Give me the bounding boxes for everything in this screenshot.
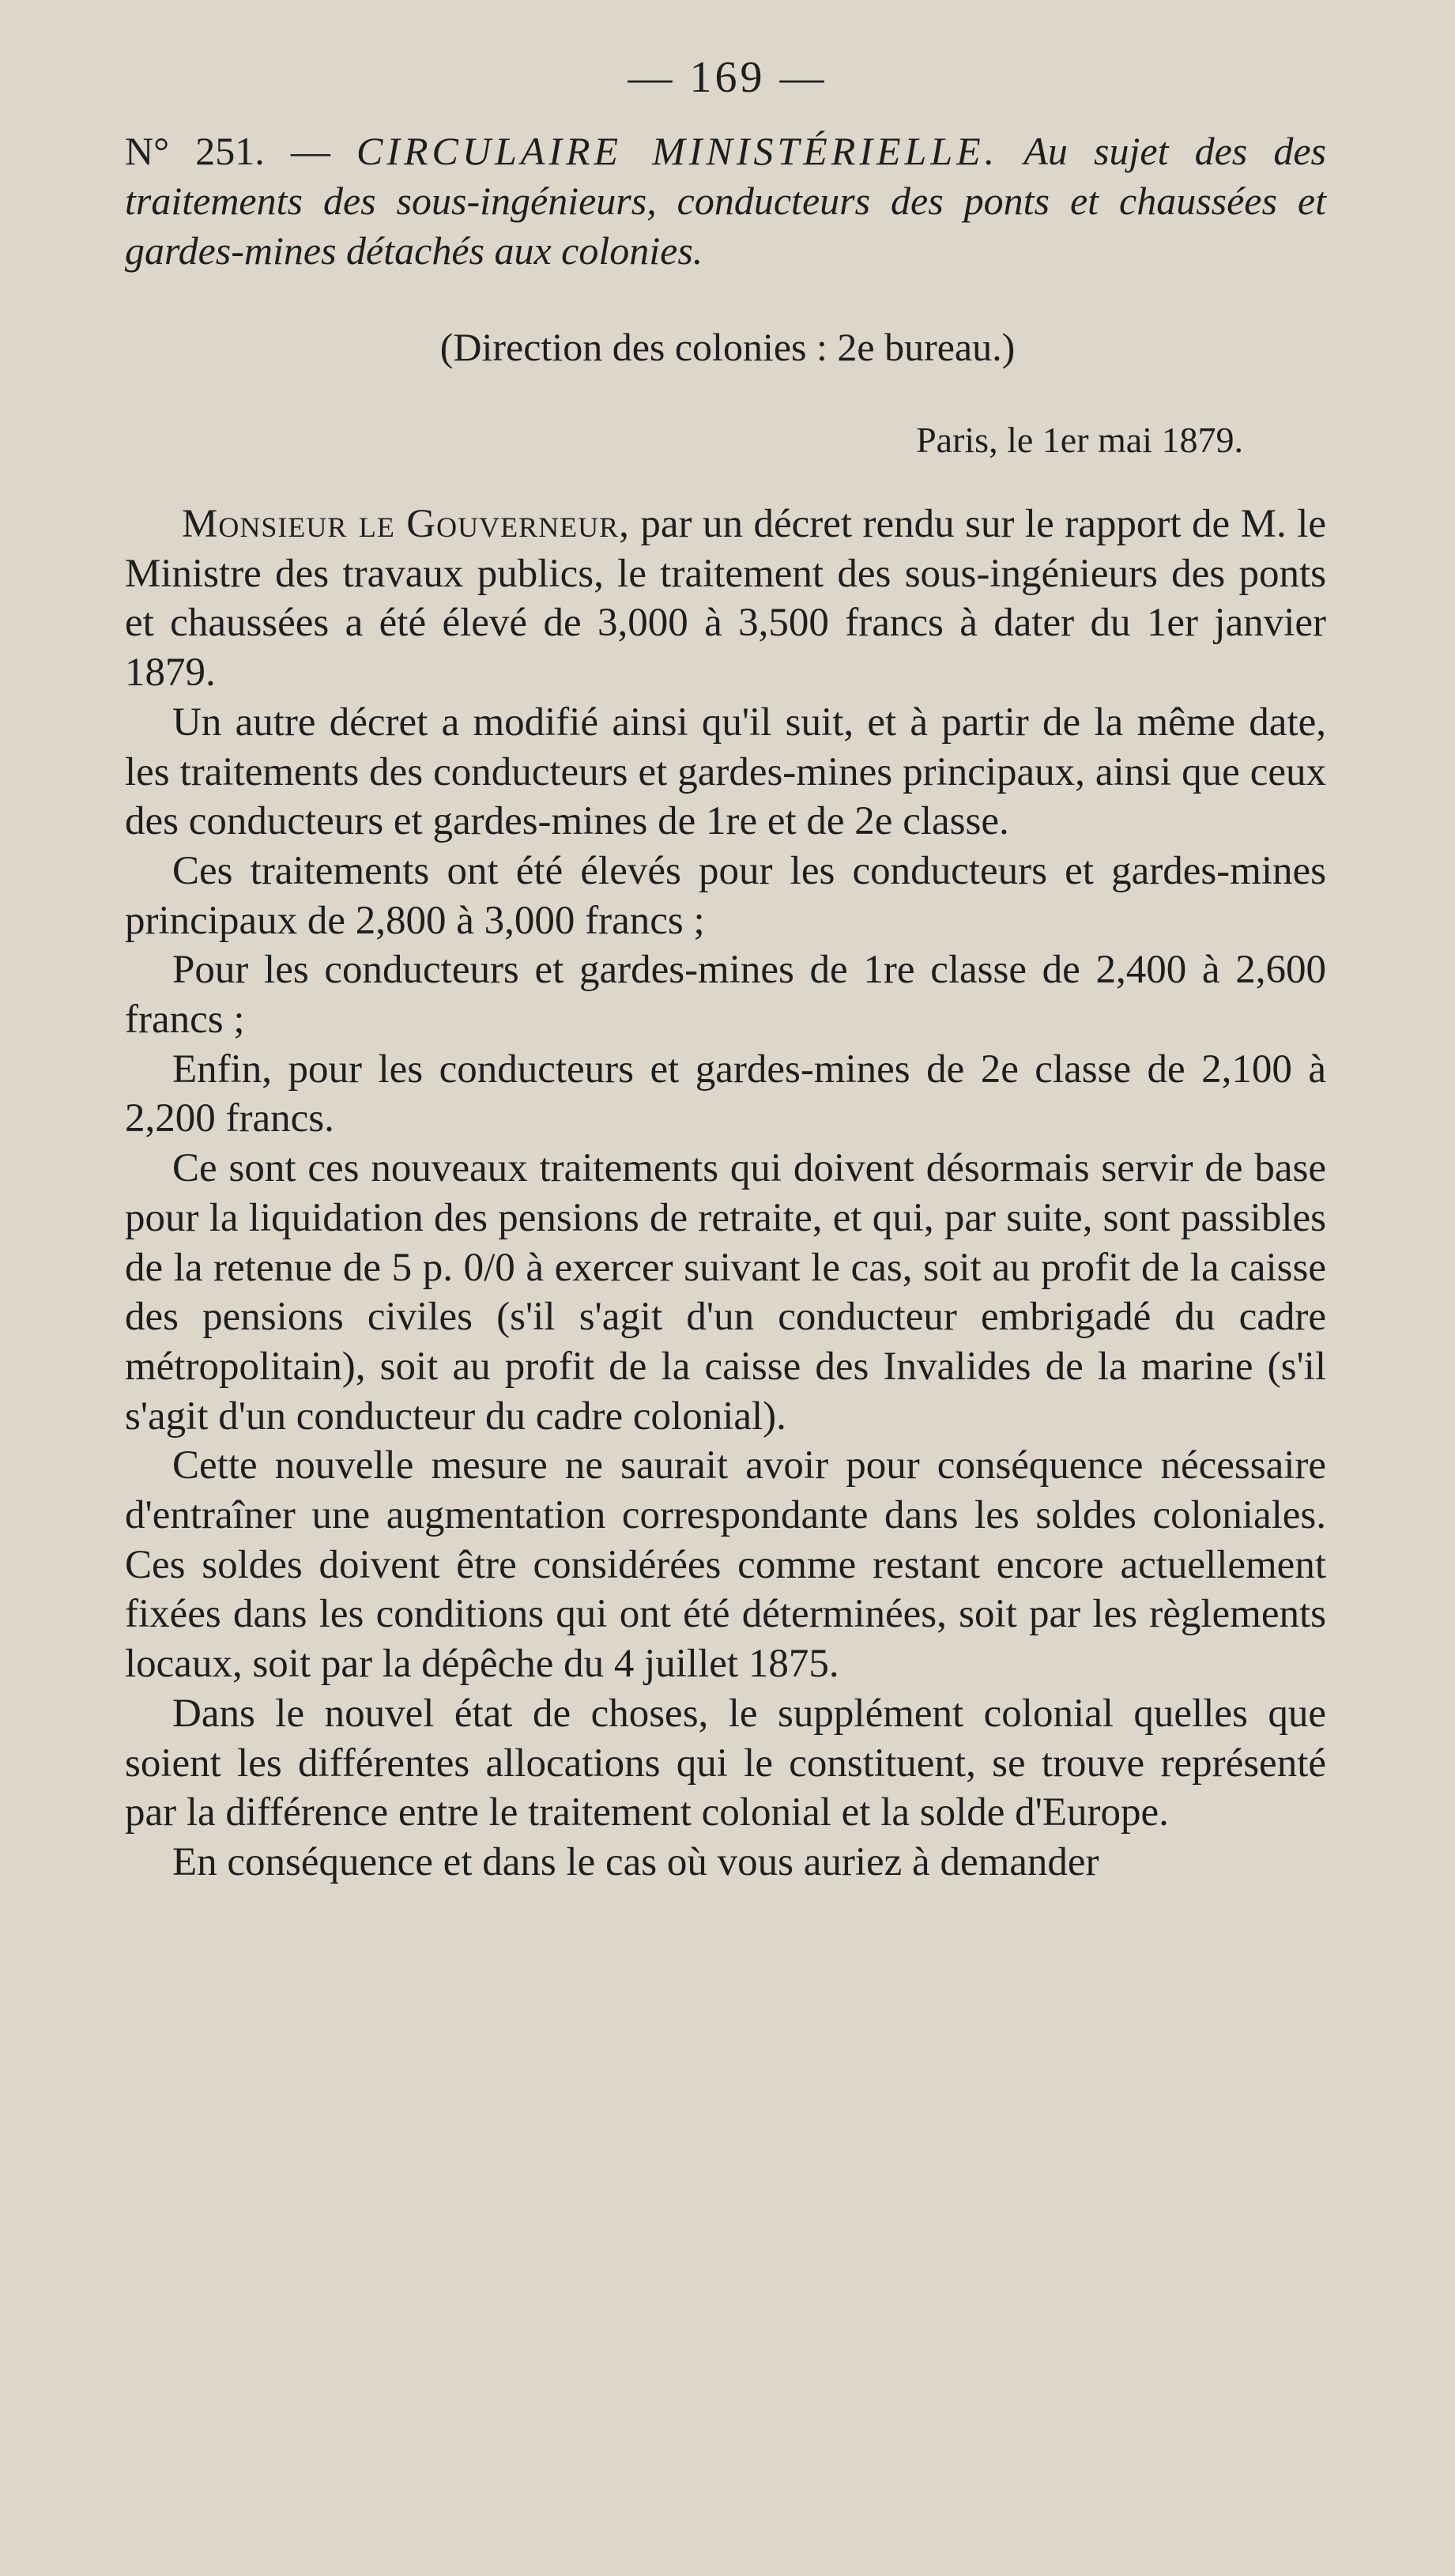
circular-heading — [125, 126, 1326, 276]
dateline: Paris, le 1er mai 1879. — [916, 420, 1243, 460]
salutation: Monsieur le Gouverneur, — [182, 502, 630, 546]
paragraph: Ce sont ces nouveaux traitements qui doivent désormais servir de base pour la liquidation des pensions de retraite, et qui, par suite, sont passibles de la retenue de 5 p. 0/0 à exercer suivant le cas, soit au profit de la caisse des pensions civiles (s'il s'agit d'un conducteur embrigadé du cadre métropolitain), soit au profit de la caisse des Invalides de la marine (s'il s'agit d'un conducteur du cadre colonial). — [125, 1146, 1326, 1439]
paragraph: Cette nouvelle mesure ne saurait avoir pour conséquence nécessaire d'entraîner une augmentation correspondante dans les soldes coloniales. Ces soldes doivent être considérées comme restant encore actuellement fixées dans les conditions qui ont été déterminées, soit par les règlements locaux, soit par la dépêche du 4 juillet 1875. — [125, 1443, 1326, 1687]
paragraph — [125, 500, 1326, 698]
paragraph: Pour les conducteurs et gardes-mines de 1re classe de 2,400 à 2,600 francs ; — [125, 948, 1326, 1043]
circular-number: N° 251. — — [125, 129, 356, 173]
circular-subject: Au sujet des des traitements des sous-ingénieurs, conducteurs des ponts et chaussées et gardes-mines détachés aux colonies. — [125, 129, 1326, 273]
body-text — [125, 500, 1326, 1888]
paragraph: Un autre décret a modifié ainsi qu'il suit, et à partir de la même date, les traitements des conducteurs et gardes-mines principaux, ainsi que ceux des conducteurs et gardes-mines de 1re et de 2e classe. — [125, 700, 1326, 844]
paragraph: En conséquence et dans le cas où vous auriez à demander — [172, 1839, 1099, 1884]
page-number: — 169 — — [628, 53, 827, 102]
paragraph-text: par un décret rendu sur le rapport de M. le Ministre des travaux publics, le traitement des sous-ingénieurs des ponts et chaussées a été élevé de 3,000 à 3,500 francs à dater du 1er janvier 1879. — [125, 502, 1326, 696]
direction-line: (Direction des colonies : 2e bureau.) — [439, 325, 1016, 369]
paragraph: Dans le nouvel état de choses, le supplément colonial quelles que soient les différentes allocations qui le constituent, se trouve représenté par la différence entre le traitement colonial et la solde d'Europe. — [125, 1691, 1326, 1835]
paragraph: Ces traitements ont été élevés pour les conducteurs et gardes-mines principaux de 2,800 à 3,000 francs ; — [125, 848, 1326, 943]
paragraph: Enfin, pour les conducteurs et gardes-mines de 2e classe de 2,100 à 2,200 francs. — [125, 1047, 1326, 1141]
circular-title: CIRCULAIRE MINISTÉRIELLE. — [356, 129, 999, 173]
